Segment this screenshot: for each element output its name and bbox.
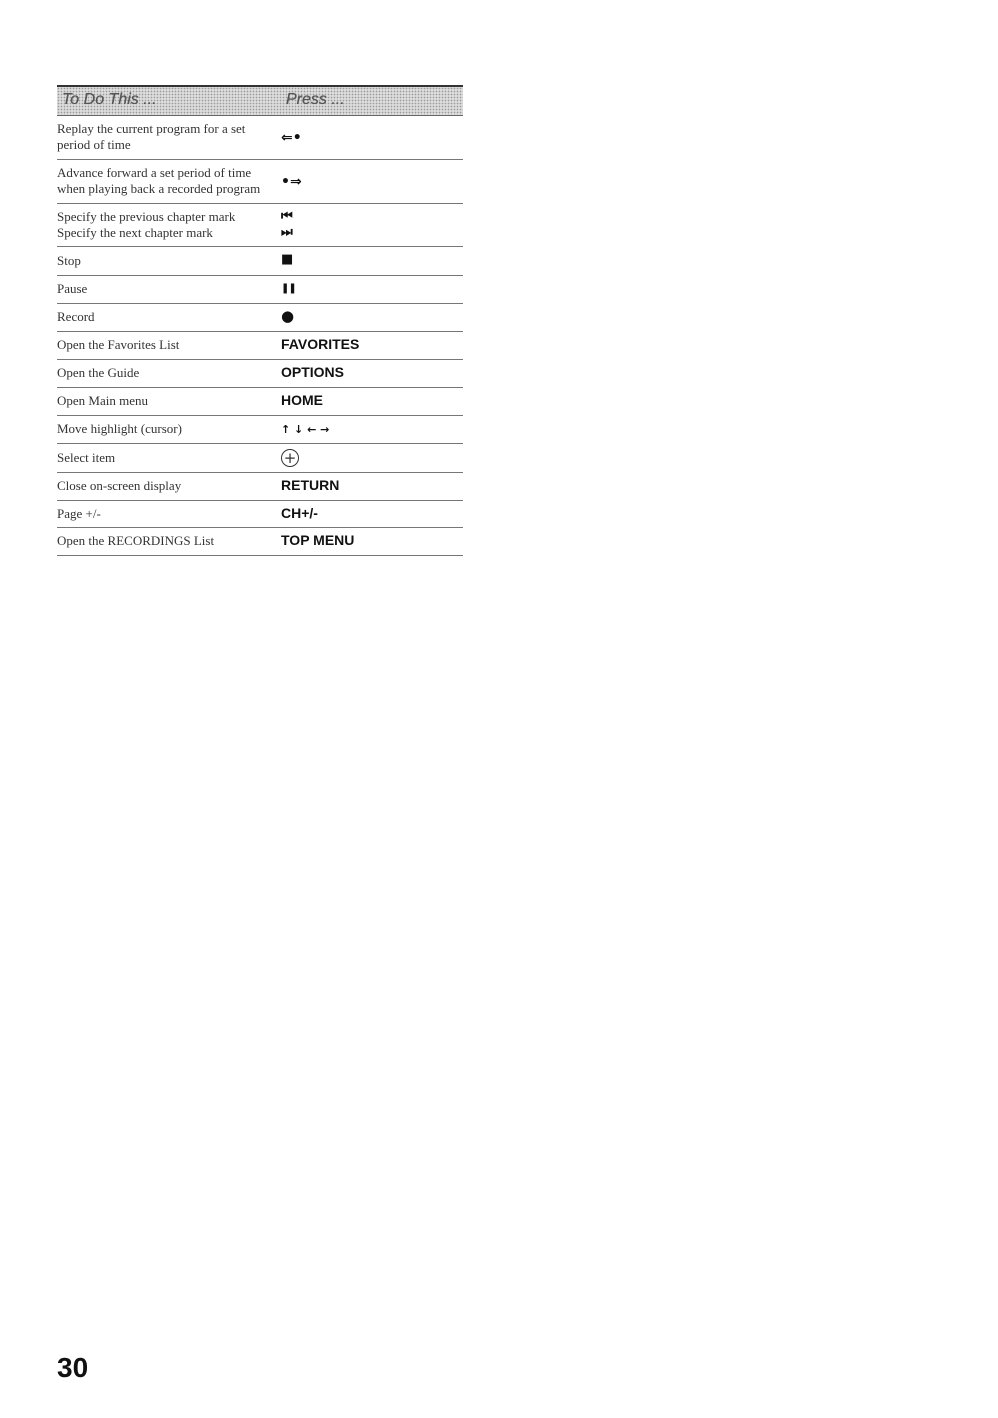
arrows-icon: ↑ ↓ ← → [281, 423, 330, 436]
table-row [57, 360, 463, 388]
remote-functions-table [57, 85, 463, 556]
enter-icon: + [281, 449, 299, 467]
key-label: OPTIONS [281, 364, 345, 380]
action-line: Specify the previous chapter mark [57, 209, 236, 224]
action-line: period of time [57, 137, 131, 152]
table-row [57, 473, 463, 501]
action-text: Open Main menu [57, 393, 148, 408]
action-text: Open the Guide [57, 365, 140, 380]
action-text: Select item [57, 450, 116, 465]
previous-chapter-icon: ⏮ [281, 209, 293, 224]
pause-icon: ❚❚ [281, 283, 296, 294]
action-line: Advance forward a set period of time [57, 165, 252, 180]
action-text: Close on-screen display [57, 478, 182, 493]
action-text [57, 165, 279, 197]
action-text: Open the Favorites List [57, 337, 180, 352]
page-number: 30 [57, 1352, 89, 1383]
table-row [57, 528, 463, 556]
replay-icon: ⇐• [281, 130, 302, 146]
table-row [57, 116, 463, 160]
header-press: Press ... [286, 91, 345, 108]
action-text: Stop [57, 253, 81, 268]
action-line: when playing back a recorded program [57, 181, 261, 196]
header-to-do-this: To Do This ... [62, 91, 157, 108]
action-line: Replay the current program for a set [57, 121, 246, 136]
action-text [57, 121, 279, 153]
action-text [57, 209, 279, 241]
table-header [57, 85, 463, 116]
action-text: Pause [57, 281, 88, 296]
action-text: Move highlight (cursor) [57, 421, 182, 436]
table-row [57, 332, 463, 360]
table-row [57, 501, 463, 528]
table-row [57, 204, 463, 247]
action-text: Record [57, 309, 95, 324]
key-label: TOP MENU [281, 532, 355, 548]
record-icon: ● [281, 307, 295, 325]
action-text: Page +/- [57, 506, 101, 521]
key-label: CH+/- [281, 505, 318, 521]
table-row [57, 388, 463, 416]
table-row [57, 304, 463, 332]
action-line: Specify the next chapter mark [57, 225, 213, 240]
key-cell [281, 449, 299, 467]
table-row [57, 160, 463, 204]
key-label: HOME [281, 392, 323, 408]
next-chapter-icon: ⏭ [281, 225, 293, 240]
chapter-icon [281, 209, 293, 241]
stop-icon: ■ [281, 252, 294, 267]
table-row [57, 444, 463, 473]
key-label: RETURN [281, 477, 340, 493]
table-row [57, 276, 463, 304]
table-row [57, 416, 463, 444]
key-label: FAVORITES [281, 336, 360, 352]
table-row [57, 247, 463, 276]
advance-icon: •⇒ [281, 174, 302, 190]
action-text: Open the RECORDINGS List [57, 533, 215, 548]
